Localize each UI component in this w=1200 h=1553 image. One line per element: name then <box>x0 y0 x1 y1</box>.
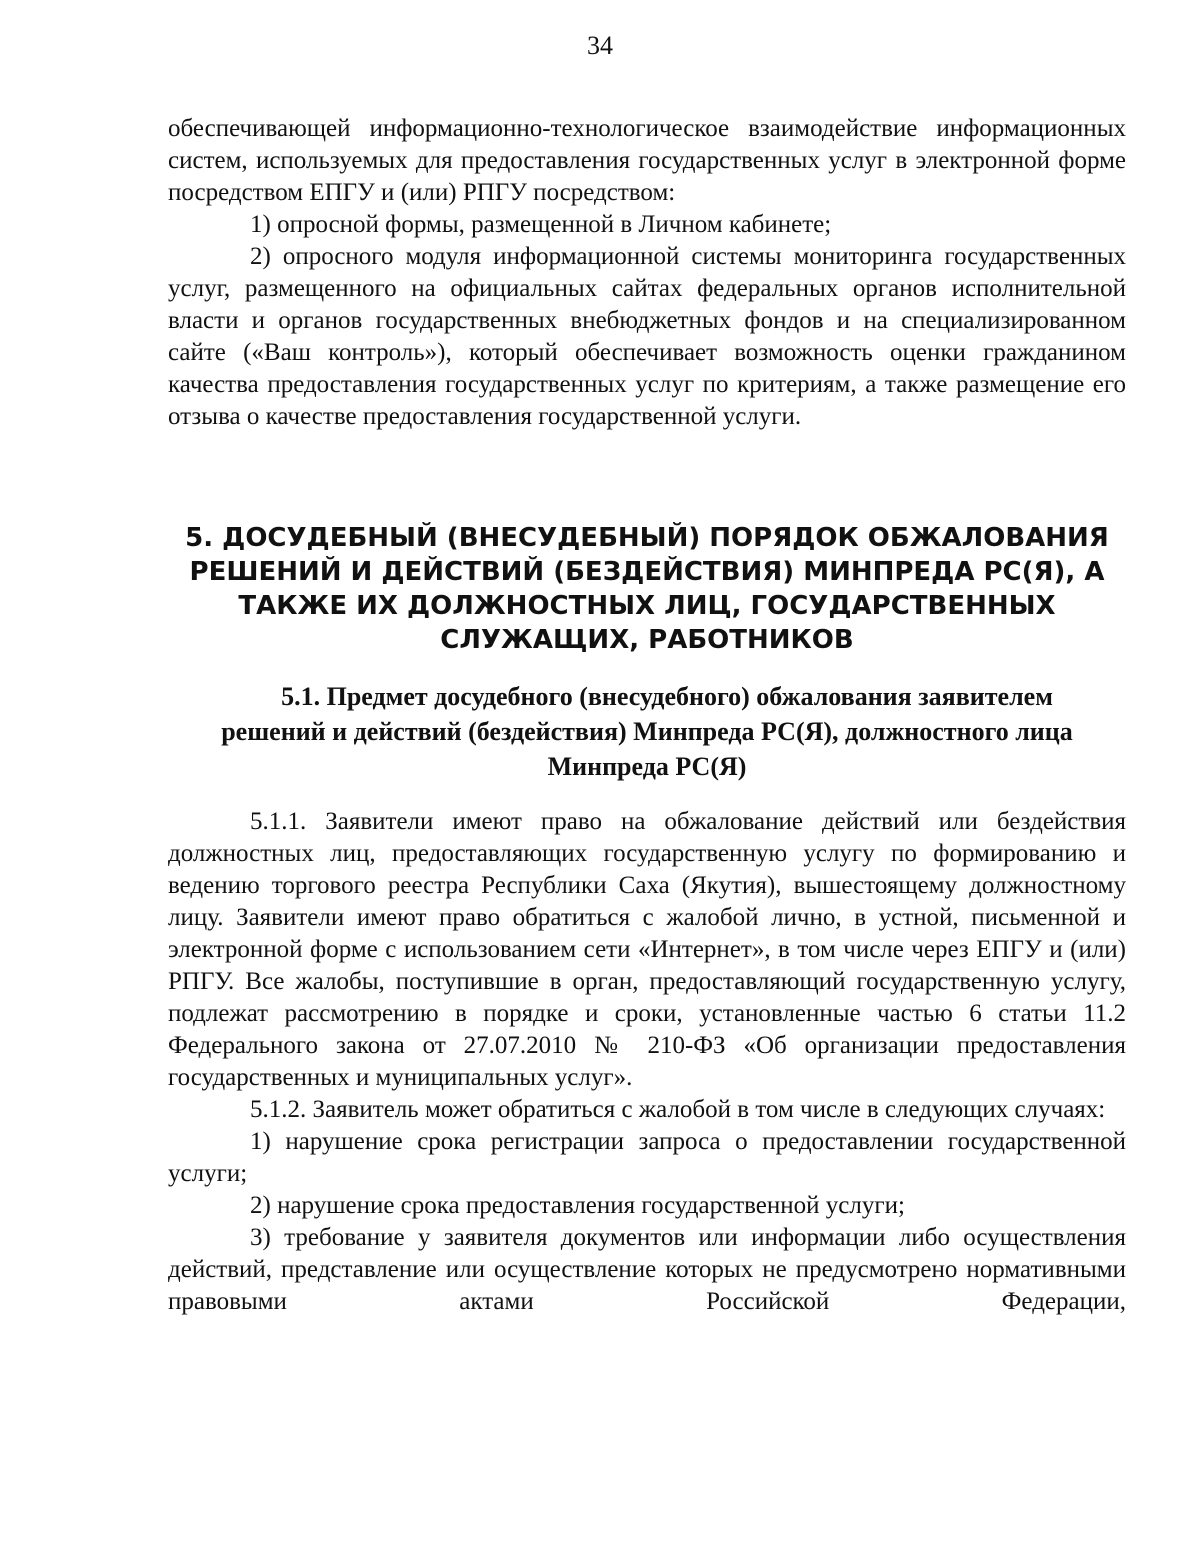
page-number: 34 <box>587 31 613 60</box>
case-item-3: 3) требование у заявителя документов или информации либо осуществления действий, представление или осуществление которых не предусмотрено нормативными правовыми актами Российской Федерации, <box>168 1224 1126 1315</box>
section-5-heading <box>168 521 1126 657</box>
section-5-heading-line: 5. ДОСУДЕБНЫЙ (ВНЕСУДЕБНЫЙ) ПОРЯДОК ОБЖАЛОВАНИЯ <box>185 523 1109 553</box>
section-5-1-heading <box>168 679 1126 784</box>
case-item-2: 2) нарушение срока предоставления государственной услуги; <box>250 1192 905 1219</box>
intro-paragraph: обеспечивающей информационно-технологическое взаимодействие информационных систем, используемых для предоставления государственных услуг в электронной форме посредством ЕПГУ и (или) РПГУ посредством: <box>168 115 1126 206</box>
clause-5-1-1: 5.1.1. Заявители имеют право на обжалование действий или бездействия должностных лиц, предоставляющих государственную услугу по формированию и ведению торгового реестра Республики Саха (Якутия), вышестоящему должностному лицу. Заявители имеют право обратиться с жалобой лично, в устной, письменной и электронной форме с использованием сети «Интернет», в том числе через ЕПГУ и (или) РПГУ. Все жалобы, поступившие в орган, предоставляющий государственную услугу, подлежат рассмотрению в порядке и сроки, установленные частью 6 статьи 11.2 Федерального закона от 27.07.2010 № 210-ФЗ «Об организации предоставления государственных и муниципальных услуг». <box>168 808 1126 1091</box>
section-5-1-heading-line: Минпреда РС(Я) <box>547 752 747 781</box>
intro-block <box>168 113 1126 433</box>
clause-5-1-2: 5.1.2. Заявитель может обратиться с жалобой в том числе в следующих случаях: <box>250 1096 1106 1123</box>
section-5-heading-line: РЕШЕНИЙ И ДЕЙСТВИЙ (БЕЗДЕЙСТВИЯ) МИНПРЕДА РС(Я), А <box>189 557 1105 587</box>
section-5-heading-line: СЛУЖАЩИХ, РАБОТНИКОВ <box>440 625 854 655</box>
clauses-block <box>168 806 1126 1318</box>
section-5-1-heading-line: 5.1. Предмет досудебного (внесудебного) обжалования заявителем <box>281 682 1053 711</box>
section-5-1-heading-line: решений и действий (бездействия) Минпреда РС(Я), должностного лица <box>221 717 1073 746</box>
intro-item-2: 2) опросного модуля информационной системы мониторинга государственных услуг, размещенного на официальных сайтах федеральных органов исполнительной власти и органов государственных внебюджетных фондов и на специализированном сайте («Ваш контроль»), который обеспечивает возможность оценки гражданином качества предоставления государственных услуг по критериям, а также размещение его отзыва о качестве предоставления государственной услуги. <box>168 243 1126 430</box>
case-item-1: 1) нарушение срока регистрации запроса о предоставлении государственной услуги; <box>168 1128 1126 1187</box>
intro-item-1: 1) опросной формы, размещенной в Личном кабинете; <box>250 211 832 238</box>
section-5-heading-line: ТАКЖЕ ИХ ДОЛЖНОСТНЫХ ЛИЦ, ГОСУДАРСТВЕННЫХ <box>238 591 1056 621</box>
